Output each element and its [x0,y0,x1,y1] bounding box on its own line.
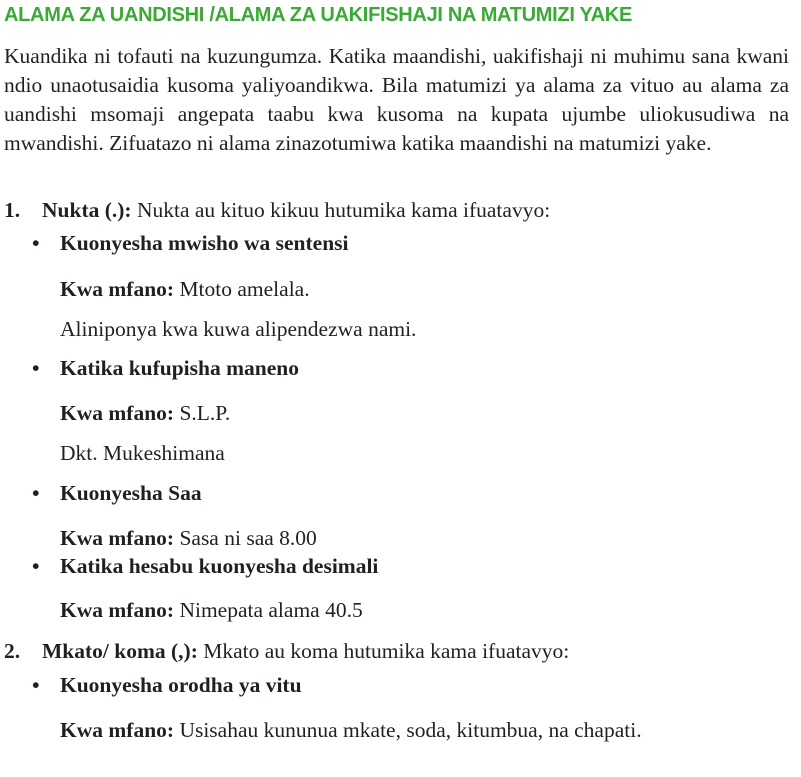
section-2-header [4,639,569,664]
bullet-item [32,356,299,381]
bullet-icon: • [32,481,40,505]
example-label: Kwa mfano: [60,718,175,742]
example-extra: Dkt. Mukeshimana [60,441,225,465]
section-text: Nukta au kituo kikuu hutumika kama ifuatavyo: [131,198,551,222]
page-heading: ALAMA ZA UANDISHI /ALAMA ZA UAKIFISHAJI NA MATUMIZI YAKE [4,4,632,26]
section-title: Nukta (.): [42,198,132,222]
bullet-title: Katika kufupisha maneno [60,356,299,380]
example-label: Kwa mfano: [60,277,175,301]
bullet-icon: • [32,356,40,380]
example-line [60,598,363,623]
section-number: 1. [4,198,21,222]
example-text: Mtoto amelala. [174,277,310,301]
intro-paragraph: Kuandika ni tofauti na kuzungumza. Katika maandishi, uakifishaji ni muhimu sana kwani ndio unaotusaidia kusoma yaliyoandikwa. Bila matumizi ya alama za vituo au alama za uandishi msomaji angepata taabu kwa kusoma na kupata ujumbe uliokusudiwa na mwandishi. Zifuatazo ni alama zinazotumiwa katika maandishi na matumizi yake. [4,44,789,155]
bullet-title: Kuonyesha mwisho wa sentensi [60,231,349,255]
example-extra: Aliniponya kwa kuwa alipendezwa nami. [60,317,417,341]
bullet-title: Kuonyesha Saa [60,481,202,505]
example-text: S.L.P. [174,401,231,425]
section-number: 2. [4,639,21,663]
example-line [60,526,317,551]
bullet-item [32,481,202,506]
bullet-icon: • [32,554,40,578]
bullet-title: Kuonyesha orodha ya vitu [60,673,302,697]
example-text: Sasa ni saa 8.00 [174,526,317,550]
example-line [60,401,230,426]
example-text: Nimepata alama 40.5 [174,598,363,622]
section-1-header [4,198,550,223]
example-line [60,718,642,743]
example-text: Usisahau kununua mkate, soda, kitumbua, na chapati. [174,718,642,742]
section-title: Mkato/ koma (,): [42,639,198,663]
bullet-item [32,231,349,256]
bullet-item [32,673,302,698]
bullet-icon: • [32,231,40,255]
bullet-item [32,554,378,579]
example-line [60,277,310,302]
example-label: Kwa mfano: [60,526,175,550]
example-label: Kwa mfano: [60,598,175,622]
bullet-icon: • [32,673,40,697]
bullet-title: Katika hesabu kuonyesha desimali [60,554,379,578]
section-text: Mkato au koma hutumika kama ifuatavyo: [197,639,570,663]
example-label: Kwa mfano: [60,401,175,425]
